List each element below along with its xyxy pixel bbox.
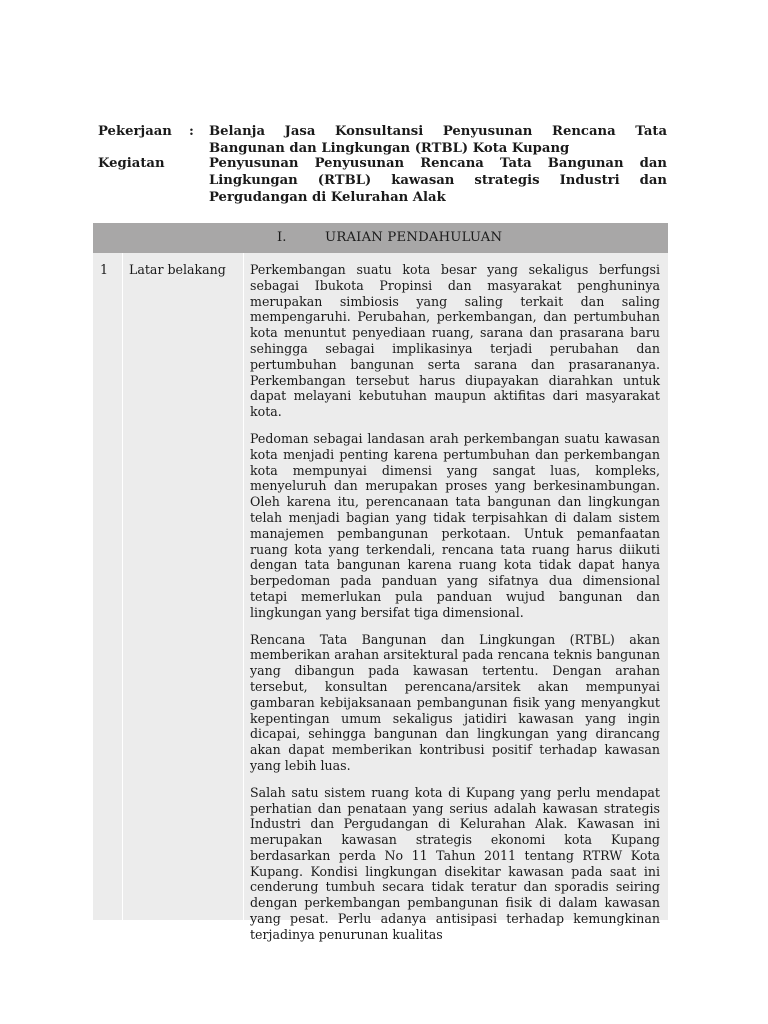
row-number: 1 — [100, 262, 109, 277]
paragraph: Perkembangan suatu kota besar yang sekaligus berfungsi sebagai Ibukota Propinsi dan masyarakat penghuninya merupakan simbiosis yang saling terkait dan saling mempengaruhi. Perubahan, perkembangan, dan pertumbuhan kota menuntut penyediaan ruang, sarana dan prasarana baru sehingga sebagai implikasinya terjadi perubahan dan pertumbuhan bangunan serta sarana dan prasarananya. Perkembangan tersebut harus diupayakan diarahkan untuk dapat melayani kebutuhan maupun aktifitas dari masyarakat kota. — [250, 262, 660, 420]
paragraph: Pedoman sebagai landasan arah perkembangan suatu kawasan kota menjadi penting karena pertumbuhan dan perkembangan kota mempunyai dimensi yang sangat luas, kompleks, menyeluruh dan merupakan proses yang berkesinambungan. Oleh karena itu, perencanaan tata bangunan dan lingkungan telah menjadi bagian yang tidak terpisahkan di dalam sistem manajemen pembangunan perkotaan. Untuk pemanfaatan ruang kota yang terkendali, rencana tata ruang harus diikuti dengan tata bangunan karena ruang kota tidak dapat hanya berpedoman pada panduan yang sifatnya dua dimensional tetapi memerlukan pula panduan wujud bangunan dan lingkungan yang bersifat tiga dimensional. — [250, 430, 660, 620]
paragraph: Rencana Tata Bangunan dan Lingkungan (RTBL) akan memberikan arahan arsitektural pada rencana teknis bangunan yang dibangun pada kawasan tertentu. Dengan arahan tersebut, konsultan perencana/arsitek akan mempunyai gambaran kebijaksanaan pembangunan fisik yang menyangkut kepentingan umum sekaligus jatidiri kawasan yang ingin dicapai, sehingga bangunan dan lingkungan yang dirancang akan dapat memberikan kontribusi positif terhadap kawasan yang lebih luas. — [250, 631, 660, 773]
section-title: URAIAN PENDAHULUAN — [325, 230, 503, 245]
column-divider — [122, 253, 123, 920]
kegiatan-value: Penyusunan Penyusunan Rencana Tata Bangunan dan Lingkungan (RTBL) kawasan strategis Industri dan Pergudangan di Kelurahan Alak — [209, 156, 667, 205]
section-heading-bar — [93, 223, 668, 253]
kegiatan-label: Kegiatan — [98, 156, 165, 171]
row-content — [250, 262, 660, 954]
paragraph: Salah satu sistem ruang kota di Kupang yang perlu mendapat perhatian dan penataan yang serius adalah kawasan strategis Industri dan Pergudangan di Kelurahan Alak. Kawasan ini merupakan kawasan strategis ekonomi kota Kupang berdasarkan perda No 11 Tahun 2011 tentang RTRW Kota Kupang. Kondisi lingkungan disekitar kawasan pada saat ini cenderung tumbuh secara tidak teratur dan sporadis seiring dengan perkembangan pembangunan fisik di dalam kawasan yang pesat. Perlu adanya antisipasi terhadap kemungkinan terjadinya penurunan kualitas — [250, 784, 660, 942]
pekerjaan-value: Belanja Jasa Konsultansi Penyusunan Rencana Tata Bangunan dan Lingkungan (RTBL) Kota Kupang — [209, 124, 667, 156]
section-number: I. — [277, 230, 287, 245]
row-label: Latar belakang — [129, 262, 226, 277]
pekerjaan-colon: : — [189, 124, 194, 139]
content-table — [93, 253, 668, 942]
column-divider — [243, 253, 244, 920]
pekerjaan-label: Pekerjaan — [98, 124, 172, 139]
